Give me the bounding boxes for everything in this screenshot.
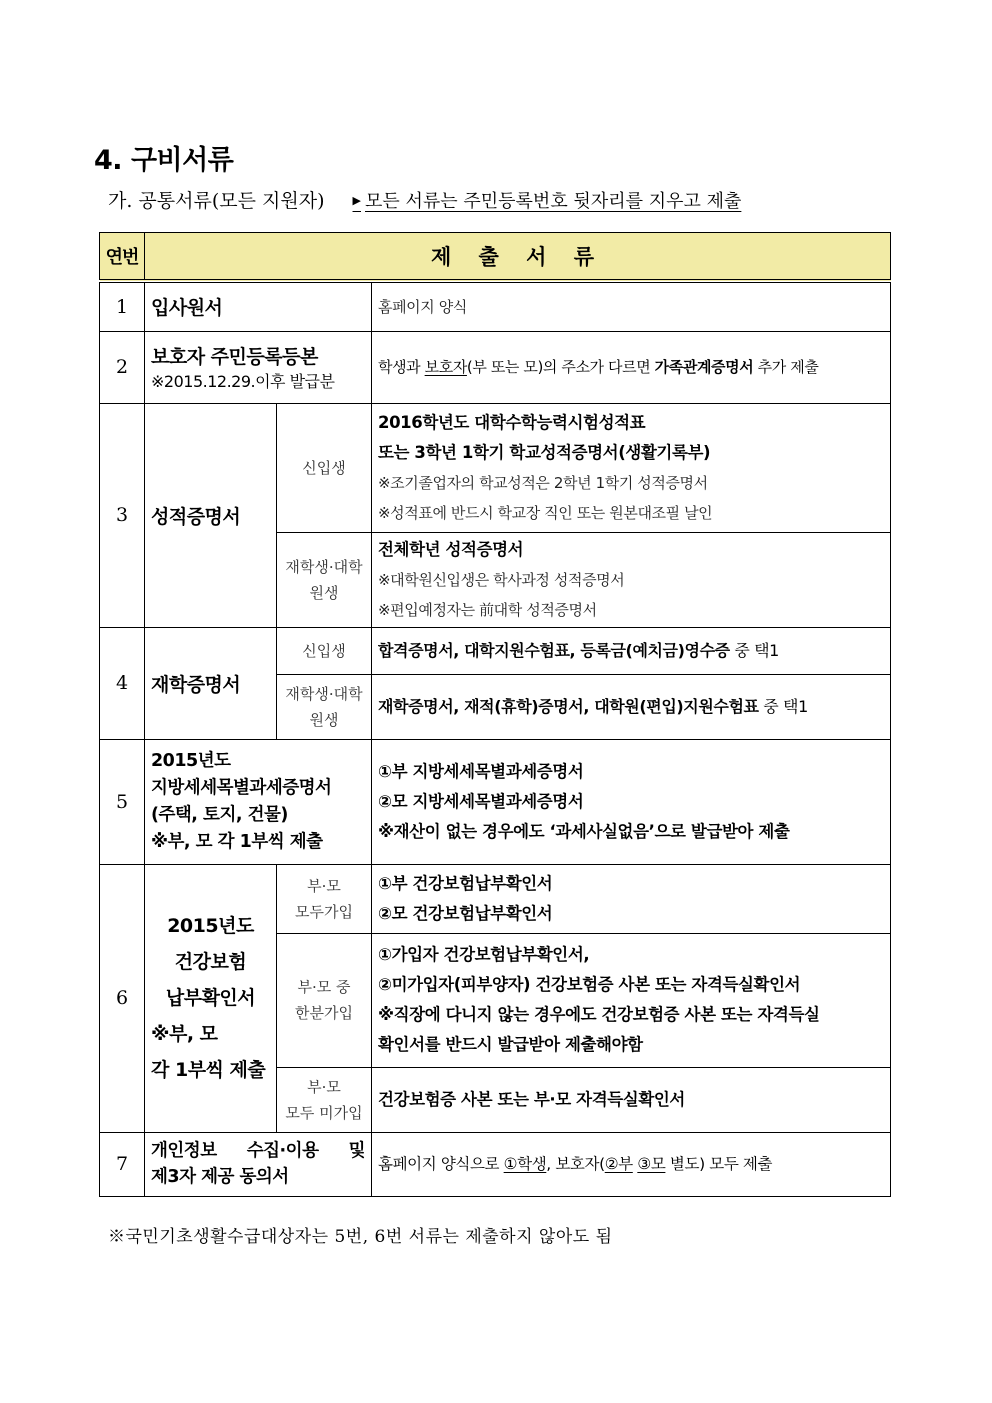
row-number: 5	[100, 739, 145, 864]
applicant-type: 부·모 중 한분가입	[277, 933, 372, 1067]
document-desc: 홈페이지 양식	[372, 281, 891, 331]
row-number: 4	[100, 627, 145, 739]
triangle-right-icon: ▶	[352, 194, 361, 207]
table-row	[100, 627, 891, 674]
document-name: 재학증명서	[145, 627, 277, 739]
document-name: 입사원서	[145, 281, 372, 331]
applicant-type: 부·모 모두 미가입	[277, 1067, 372, 1132]
table-row	[100, 739, 891, 864]
document-desc: ①부 지방세세목별과세증명서 ②모 지방세세목별과세증명서 ※재산이 없는 경우에도 ‘과세사실없음’으로 발급받아 제출	[372, 739, 891, 864]
table-row	[100, 1132, 891, 1196]
table-row	[100, 864, 891, 933]
subtitle-note-text: 모든 서류는 주민등록번호 뒷자리를 지우고 제출	[365, 191, 742, 212]
documents-table	[99, 232, 891, 1197]
document-desc: ①부 건강보험납부확인서 ②모 건강보험납부확인서	[372, 864, 891, 933]
subtitle-label: 가. 공통서류(모든 지원자)	[108, 190, 325, 212]
row-number: 7	[100, 1132, 145, 1196]
section-title: 4. 구비서류	[94, 145, 234, 176]
document-desc: 학생과 보호자(부 또는 모)의 주소가 다르면 가족관계증명서 추가 제출	[372, 331, 891, 403]
document-name-text: 보호자 주민등록등본	[151, 346, 318, 368]
document-name: 성적증명서	[145, 403, 277, 627]
table-header-row	[100, 233, 891, 282]
document-name	[145, 331, 372, 403]
row-number: 3	[100, 403, 145, 627]
document-desc: 건강보험증 사본 또는 부·모 자격득실확인서	[372, 1067, 891, 1132]
row-number: 1	[100, 281, 145, 331]
applicant-type: 재학생·대학원생	[277, 532, 372, 627]
document-desc: 전체학년 성적증명서 ※대학원신입생은 학사과정 성적증명서 ※편입예정자는 前대학 성적증명서	[372, 532, 891, 627]
table-row	[100, 403, 891, 532]
applicant-type: 재학생·대학원생	[277, 674, 372, 739]
subtitle-row	[108, 186, 741, 213]
document-desc: ①가입자 건강보험납부확인서, ②미가입자(피부양자) 건강보험증 사본 또는 자격득실확인서 ※직장에 다니지 않는 경우에도 건강보험증 사본 또는 자격득실 확인서를 반드시 발급받아 제출해야함	[372, 933, 891, 1067]
header-title: 제 출 서 류	[145, 233, 891, 282]
applicant-type: 신입생	[277, 627, 372, 674]
document-name: 2015년도 건강보험 납부확인서 ※부, 모 각 1부씩 제출	[145, 864, 277, 1132]
document-desc: 홈페이지 양식으로 ①학생, 보호자(②부 ③모 별도) 모두 제출	[372, 1132, 891, 1196]
header-no: 연번	[100, 233, 145, 282]
table-row	[100, 281, 891, 331]
applicant-type: 부·모 모두가입	[277, 864, 372, 933]
document-name: 2015년도 지방세세목별과세증명서 (주택, 토지, 건물) ※부, 모 각 1부씩 제출	[145, 739, 372, 864]
document-desc: 합격증명서, 대학지원수험표, 등록금(예치금)영수증 중 택1	[372, 627, 891, 674]
document-name: 개인정보 수집·이용 및 제3자 제공 동의서	[145, 1132, 372, 1196]
applicant-type: 신입생	[277, 403, 372, 532]
document-desc: 재학증명서, 재적(휴학)증명서, 대학원(편입)지원수험표 중 택1	[372, 674, 891, 739]
document-name-note: ※2015.12.29.이후 발급분	[151, 372, 335, 391]
row-number: 6	[100, 864, 145, 1132]
document-desc: 2016학년도 대학수학능력시험성적표 또는 3학년 1학기 학교성적증명서(생활기록부) ※조기졸업자의 학교성적은 2학년 1학기 성적증명서 ※성적표에 반드시 학교장 직인 또는 원본대조필 날인	[372, 403, 891, 532]
footnote: ※국민기초생활수급대상자는 5번, 6번 서류는 제출하지 않아도 됨	[108, 1227, 613, 1247]
table-row	[100, 331, 891, 403]
subtitle-note	[353, 191, 742, 212]
row-number: 2	[100, 331, 145, 403]
